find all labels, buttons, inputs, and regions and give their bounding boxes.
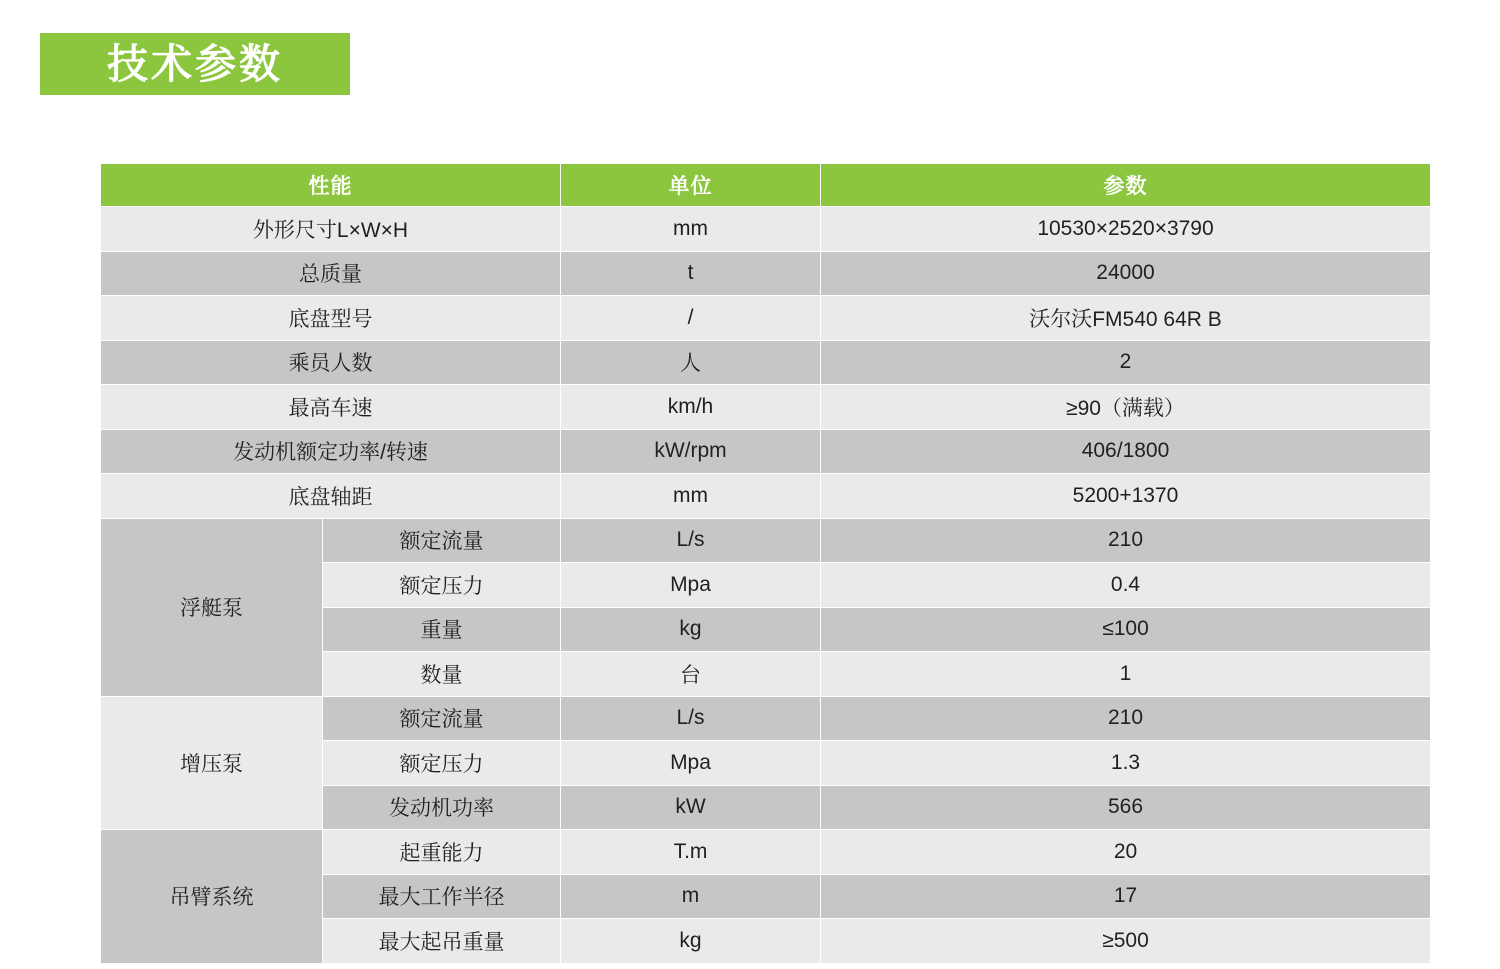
cell-performance: 重量	[323, 607, 561, 652]
cell-performance: 最大起吊重量	[323, 919, 561, 964]
table-row	[101, 340, 1431, 385]
cell-group-label: 增压泵	[101, 696, 323, 830]
cell-parameter: 210	[821, 696, 1431, 741]
cell-parameter: 0.4	[821, 563, 1431, 608]
cell-parameter: 5200+1370	[821, 474, 1431, 519]
cell-unit: 人	[561, 340, 821, 385]
table-row	[101, 696, 1431, 741]
cell-performance: 最高车速	[101, 385, 561, 430]
cell-parameter: 210	[821, 518, 1431, 563]
cell-performance: 额定流量	[323, 696, 561, 741]
cell-performance: 底盘轴距	[101, 474, 561, 519]
column-header-parameter: 参数	[821, 164, 1431, 207]
cell-unit: kg	[561, 607, 821, 652]
cell-parameter: ≤100	[821, 607, 1431, 652]
table-row	[101, 251, 1431, 296]
cell-unit: mm	[561, 474, 821, 519]
cell-performance: 额定压力	[323, 563, 561, 608]
cell-group-label: 吊臂系统	[101, 830, 323, 964]
cell-unit: Mpa	[561, 563, 821, 608]
cell-unit: km/h	[561, 385, 821, 430]
table-header	[101, 164, 1431, 207]
table-body	[101, 207, 1431, 964]
cell-unit: L/s	[561, 518, 821, 563]
cell-unit: L/s	[561, 696, 821, 741]
cell-unit: Mpa	[561, 741, 821, 786]
cell-parameter: 406/1800	[821, 429, 1431, 474]
cell-parameter: ≥500	[821, 919, 1431, 964]
table-row	[101, 207, 1431, 252]
cell-performance: 数量	[323, 652, 561, 697]
cell-performance: 发动机功率	[323, 785, 561, 830]
cell-parameter: 566	[821, 785, 1431, 830]
page-title-banner	[40, 33, 350, 95]
column-header-unit: 单位	[561, 164, 821, 207]
column-header-performance: 性能	[101, 164, 561, 207]
cell-performance: 额定压力	[323, 741, 561, 786]
cell-parameter: 1	[821, 652, 1431, 697]
cell-unit: t	[561, 251, 821, 296]
cell-performance: 乘员人数	[101, 340, 561, 385]
table-row	[101, 429, 1431, 474]
cell-parameter: 24000	[821, 251, 1431, 296]
cell-parameter: 10530×2520×3790	[821, 207, 1431, 252]
cell-performance: 总质量	[101, 251, 561, 296]
cell-parameter: 沃尔沃FM540 64R B	[821, 296, 1431, 341]
cell-parameter: 2	[821, 340, 1431, 385]
page-title: 技术参数	[107, 40, 283, 87]
cell-performance: 额定流量	[323, 518, 561, 563]
table-row	[101, 474, 1431, 519]
cell-group-label: 浮艇泵	[101, 518, 323, 696]
specifications-table	[100, 163, 1431, 964]
table-row	[101, 830, 1431, 875]
cell-performance: 起重能力	[323, 830, 561, 875]
cell-performance: 最大工作半径	[323, 874, 561, 919]
cell-unit: kW/rpm	[561, 429, 821, 474]
cell-unit: 台	[561, 652, 821, 697]
cell-unit: kg	[561, 919, 821, 964]
cell-parameter: ≥90（满载）	[821, 385, 1431, 430]
cell-unit: m	[561, 874, 821, 919]
cell-unit: T.m	[561, 830, 821, 875]
cell-parameter: 20	[821, 830, 1431, 875]
cell-performance: 发动机额定功率/转速	[101, 429, 561, 474]
cell-unit: /	[561, 296, 821, 341]
cell-performance: 外形尺寸L×W×H	[101, 207, 561, 252]
cell-performance: 底盘型号	[101, 296, 561, 341]
table-row	[101, 518, 1431, 563]
cell-parameter: 1.3	[821, 741, 1431, 786]
table-row	[101, 385, 1431, 430]
table-header-row	[101, 164, 1431, 207]
table-row	[101, 296, 1431, 341]
cell-unit: kW	[561, 785, 821, 830]
cell-unit: mm	[561, 207, 821, 252]
cell-parameter: 17	[821, 874, 1431, 919]
